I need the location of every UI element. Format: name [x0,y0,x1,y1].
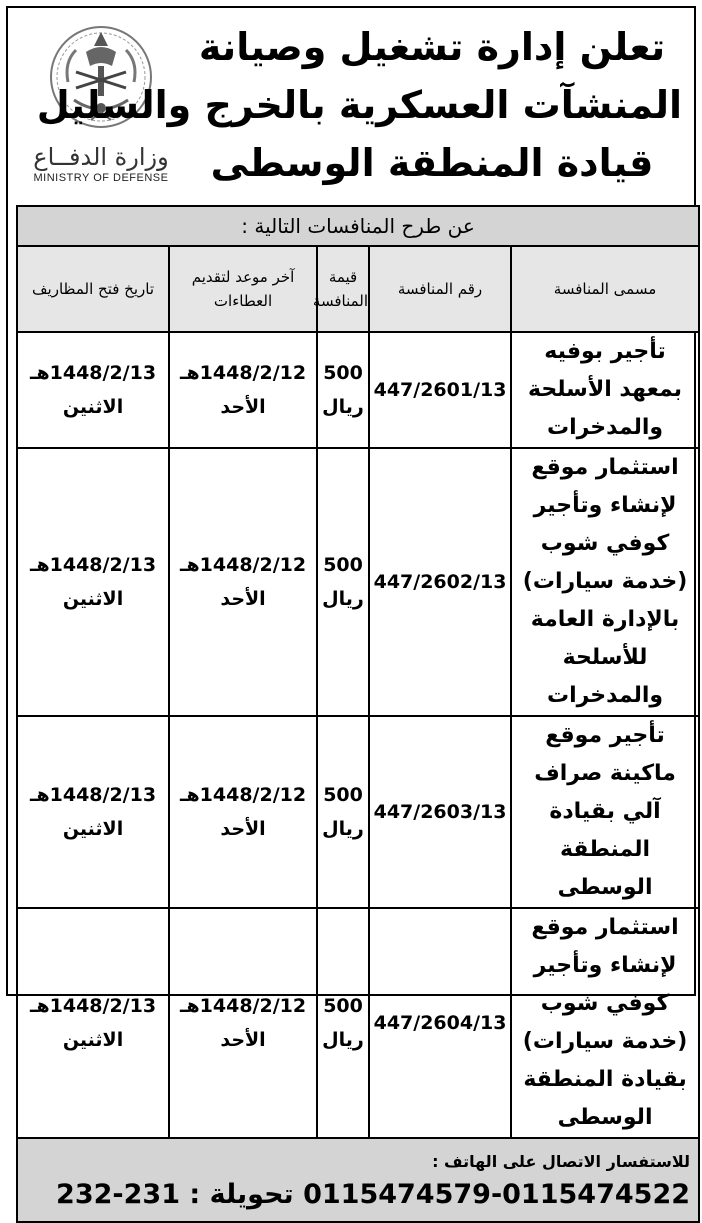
ministry-name-arabic: وزارة الدفــاع [33,143,169,171]
contact-box [17,1138,699,1222]
tender-opening-date: 1448/2/13هـ [29,554,157,576]
tenders-intro: عن طرح المنافسات التالية : [17,206,699,246]
tender-value [317,716,369,908]
tenders-table [16,205,700,1223]
title-line-3: قيادة المنطقة الوسطى [210,141,654,185]
table-row [17,448,699,716]
col-header-deadline: آخر موعد لتقديم العطاءات [169,246,317,332]
tender-value [317,908,369,1138]
tender-number: 447/2601/13 [369,332,511,448]
col-header-value: قيمة المنافسة [317,246,369,332]
tender-deadline-day: الأحد [220,396,266,418]
tender-opening-day: الاثنين [62,588,124,610]
tender-deadline-day: الأحد [220,588,266,610]
tender-deadline-date: 1448/2/12هـ [179,554,307,576]
table-header-row [17,246,699,332]
tender-value-currency: ريال [322,588,364,610]
contact-phones: 0115474579-0115474522 تحويلة : 231-232 [56,1179,691,1210]
advertisement-frame [6,6,696,1210]
tender-value-currency: ريال [322,1029,364,1051]
tender-deadline-day: الأحد [220,1029,266,1051]
tender-name: استثمار موقع لإنشاء وتأجير كوفي شوب (خدمة سيارات) بقيادة المنطقة الوسطى [511,908,699,1138]
title-line-1: تعلن إدارة تشغيل وصيانة [198,25,666,69]
tender-value-currency: ريال [322,818,364,840]
tender-value-amount: 500 [323,784,363,806]
tender-value-currency: ريال [322,396,364,418]
tender-opening-date: 1448/2/13هـ [29,784,157,806]
tender-deadline [169,448,317,716]
col-header-opening: تاريخ فتح المظاريف [17,246,169,332]
tender-opening [17,908,169,1138]
tender-name: تأجير بوفيه بمعهد الأسلحة والمدخرات [511,332,699,448]
tender-opening [17,716,169,908]
col-header-name: مسمى المنافسة [511,246,699,332]
tender-deadline-date: 1448/2/12هـ [179,995,307,1017]
tender-opening [17,448,169,716]
tender-deadline [169,332,317,448]
table-row [17,908,699,1138]
tender-opening [17,332,169,448]
tender-number: 447/2604/13 [369,908,511,1138]
tender-opening-date: 1448/2/13هـ [29,995,157,1017]
tender-number: 447/2602/13 [369,448,511,716]
tender-deadline [169,908,317,1138]
tender-value [317,332,369,448]
tender-deadline [169,716,317,908]
table-row [17,716,699,908]
title-line-2: المنشآت العسكرية بالخرج والسليل [36,83,682,127]
tender-deadline-day: الأحد [220,818,266,840]
table-row [17,332,699,448]
tender-value-amount: 500 [323,362,363,384]
tender-opening-day: الاثنين [62,818,124,840]
tender-opening-day: الاثنين [62,1029,124,1051]
tender-opening-date: 1448/2/13هـ [29,362,157,384]
ministry-name-english: MINISTRY OF DEFENSE [33,172,169,184]
tender-deadline-date: 1448/2/12هـ [179,784,307,806]
tender-value [317,448,369,716]
tender-name: تأجير موقع ماكينة صراف آلي بقيادة المنطقة الوسطى [511,716,699,908]
tender-value-amount: 500 [323,995,363,1017]
tender-opening-day: الاثنين [62,396,124,418]
contact-label: للاستفسار الاتصال على الهاتف : [432,1152,691,1171]
tender-deadline-date: 1448/2/12هـ [179,362,307,384]
tender-value-amount: 500 [323,554,363,576]
tender-name: استثمار موقع لإنشاء وتأجير كوفي شوب (خدمة سيارات) بالإدارة العامة للأسلحة والمدخرات [511,448,699,716]
col-header-number: رقم المنافسة [369,246,511,332]
tender-number: 447/2603/13 [369,716,511,908]
